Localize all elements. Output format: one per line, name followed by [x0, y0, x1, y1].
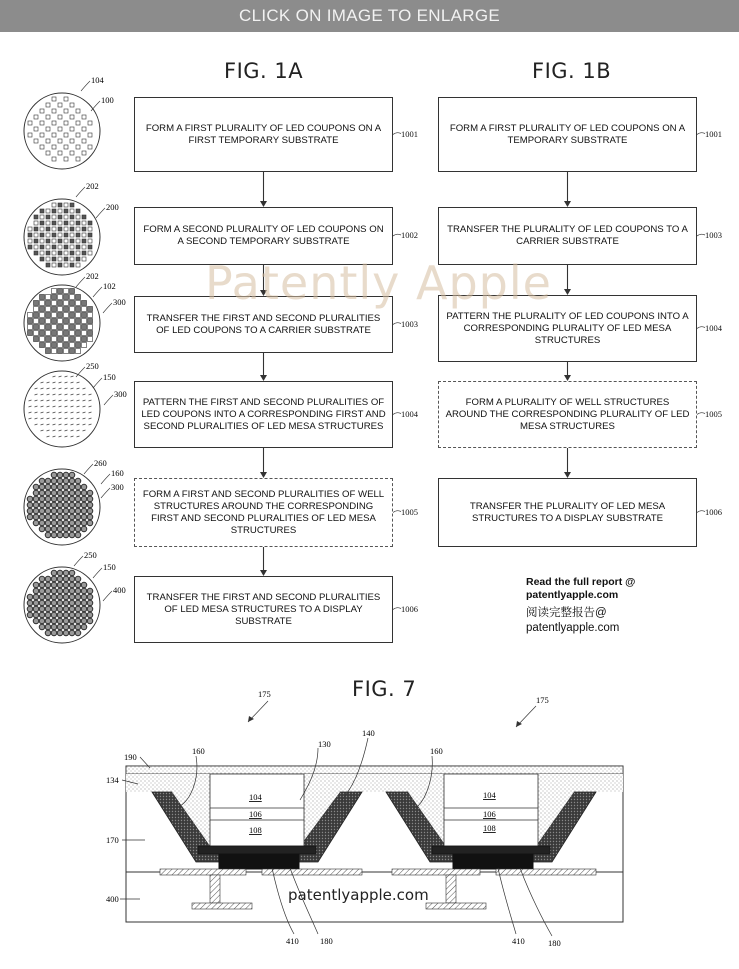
- wafer-label-250: 250: [86, 361, 99, 371]
- fig-1a-step-1001: FORM A FIRST PLURALITY OF LED COUPONS ON A FIRST TEMPORARY SUBSTRATE: [134, 97, 393, 172]
- label-140: 140: [362, 728, 375, 738]
- wafer-label-202: 202: [86, 181, 99, 191]
- label-108-right: 108: [483, 823, 496, 833]
- report-note-link: patentlyapple.com: [526, 589, 619, 601]
- label-410-right: 410: [512, 936, 525, 946]
- wafer-label-150: 150: [103, 372, 116, 382]
- layer-134: [126, 774, 623, 792]
- label-130: 130: [318, 739, 331, 749]
- fig-1b-step-1005: FORM A PLURALITY OF WELL STRUCTURES AROUND THE CORRESPONDING PLURALITY OF LED MESA STRUCTURES: [438, 381, 697, 448]
- label-104-right: 104: [483, 790, 496, 800]
- fig-1b-ref-1005: 1005: [705, 408, 722, 419]
- fig-1b-ref-1004: 1004: [705, 322, 722, 333]
- enlarge-banner[interactable]: CLICK ON IMAGE TO ENLARGE: [0, 0, 739, 32]
- label-180-right: 180: [548, 938, 561, 948]
- fig-1a-ref-1006: 1006: [401, 603, 418, 614]
- fig-1b-step-1001: FORM A FIRST PLURALITY OF LED COUPONS ON A TEMPORARY SUBSTRATE: [438, 97, 697, 172]
- wafer-label-300: 300: [114, 389, 127, 399]
- fig-1b-step-1006: TRANSFER THE PLURALITY OF LED MESA STRUCTURES TO A DISPLAY SUBSTRATE: [438, 478, 697, 547]
- wafer-label-102: 102: [103, 281, 116, 291]
- fig-1a-step-1005: FORM A FIRST AND SECOND PLURALITIES OF WELL STRUCTURES AROUND THE CORRESPONDING FIRST AND SECOND PLURALITIES OF LED MESA STRUCTURES: [134, 478, 393, 547]
- wafer-label-104: 104: [91, 75, 104, 85]
- label-106-left: 106: [249, 809, 262, 819]
- label-175-right: 175: [536, 695, 549, 705]
- fig-1b-step-1003: TRANSFER THE PLURALITY OF LED COUPONS TO A CARRIER SUBSTRATE: [438, 207, 697, 265]
- label-160-left: 160: [192, 746, 205, 756]
- fig-1a-step-1003: TRANSFER THE FIRST AND SECOND PLURALITIES OF LED COUPONS TO A CARRIER SUBSTRATE: [134, 296, 393, 353]
- fig-1b-ref-1001: 1001: [705, 128, 722, 139]
- wafer-label-400: 400: [113, 585, 126, 595]
- wafer-label-160: 160: [111, 468, 124, 478]
- label-108-left: 108: [249, 825, 262, 835]
- fig-1b-title: FIG. 1B: [532, 59, 612, 83]
- wafer-label-200: 200: [106, 202, 119, 212]
- fig-1b-ref-1006: 1006: [705, 506, 722, 517]
- fig-7-watermark: patentlyapple.com: [288, 886, 429, 904]
- label-170: 170: [106, 835, 119, 845]
- fig-1a-step-1004: PATTERN THE FIRST AND SECOND PLURALITIES OF LED COUPONS INTO A CORRESPONDING FIRST AND SECOND PLURALITIES OF LED MESA STRUCTURES: [134, 381, 393, 448]
- fig-1b-step-1004: PATTERN THE PLURALITY OF LED COUPONS INTO A CORRESPONDING PLURALITY OF LED MESA STRUCTURES: [438, 295, 697, 362]
- fig-1a-ref-1005: 1005: [401, 506, 418, 517]
- label-104-left: 104: [249, 792, 262, 802]
- label-106-right: 106: [483, 809, 496, 819]
- wafer-label-250: 250: [84, 550, 97, 560]
- fig-7-title: FIG. 7: [352, 677, 417, 701]
- label-175-left: 175: [258, 689, 271, 699]
- report-note-chinese: 阅读完整报告@: [526, 607, 607, 619]
- report-note-line: Read the full report @: [526, 576, 636, 588]
- cover-layer-190: [126, 766, 623, 774]
- fig-1a-step-1006: TRANSFER THE FIRST AND SECOND PLURALITIES OF LED MESA STRUCTURES TO A DISPLAY SUBSTRATE: [134, 576, 393, 643]
- report-note-link-2: patentlyapple.com: [526, 622, 620, 634]
- contact-pad-right: [453, 854, 533, 869]
- contact-pad-left: [219, 854, 299, 869]
- fig-1a-ref-1004: 1004: [401, 408, 418, 419]
- wafer-label-300: 300: [113, 297, 126, 307]
- wafer-label-202: 202: [86, 271, 99, 281]
- label-160-right: 160: [430, 746, 443, 756]
- fig-1a-step-1002: FORM A SECOND PLURALITY OF LED COUPONS ON A SECOND TEMPORARY SUBSTRATE: [134, 207, 393, 265]
- label-190: 190: [124, 752, 137, 762]
- label-180-left: 180: [320, 936, 333, 946]
- label-410-left: 410: [286, 936, 299, 946]
- fig-1a-title: FIG. 1A: [224, 59, 304, 83]
- fig-1a-ref-1002: 1002: [401, 230, 418, 240]
- label-134: 134: [106, 775, 119, 785]
- label-400: 400: [106, 894, 119, 904]
- wafer-label-150: 150: [103, 562, 116, 572]
- patently-apple-watermark: Patently Apple: [205, 256, 552, 310]
- fig-1a-ref-1001: 1001: [401, 128, 418, 139]
- wafer-label-100: 100: [101, 95, 114, 105]
- fig-1a-ref-1003: 1003: [401, 318, 418, 329]
- wafer-label-300: 300: [111, 482, 124, 492]
- wafer-label-260: 260: [94, 458, 107, 468]
- fig-1b-ref-1003: 1003: [705, 230, 722, 240]
